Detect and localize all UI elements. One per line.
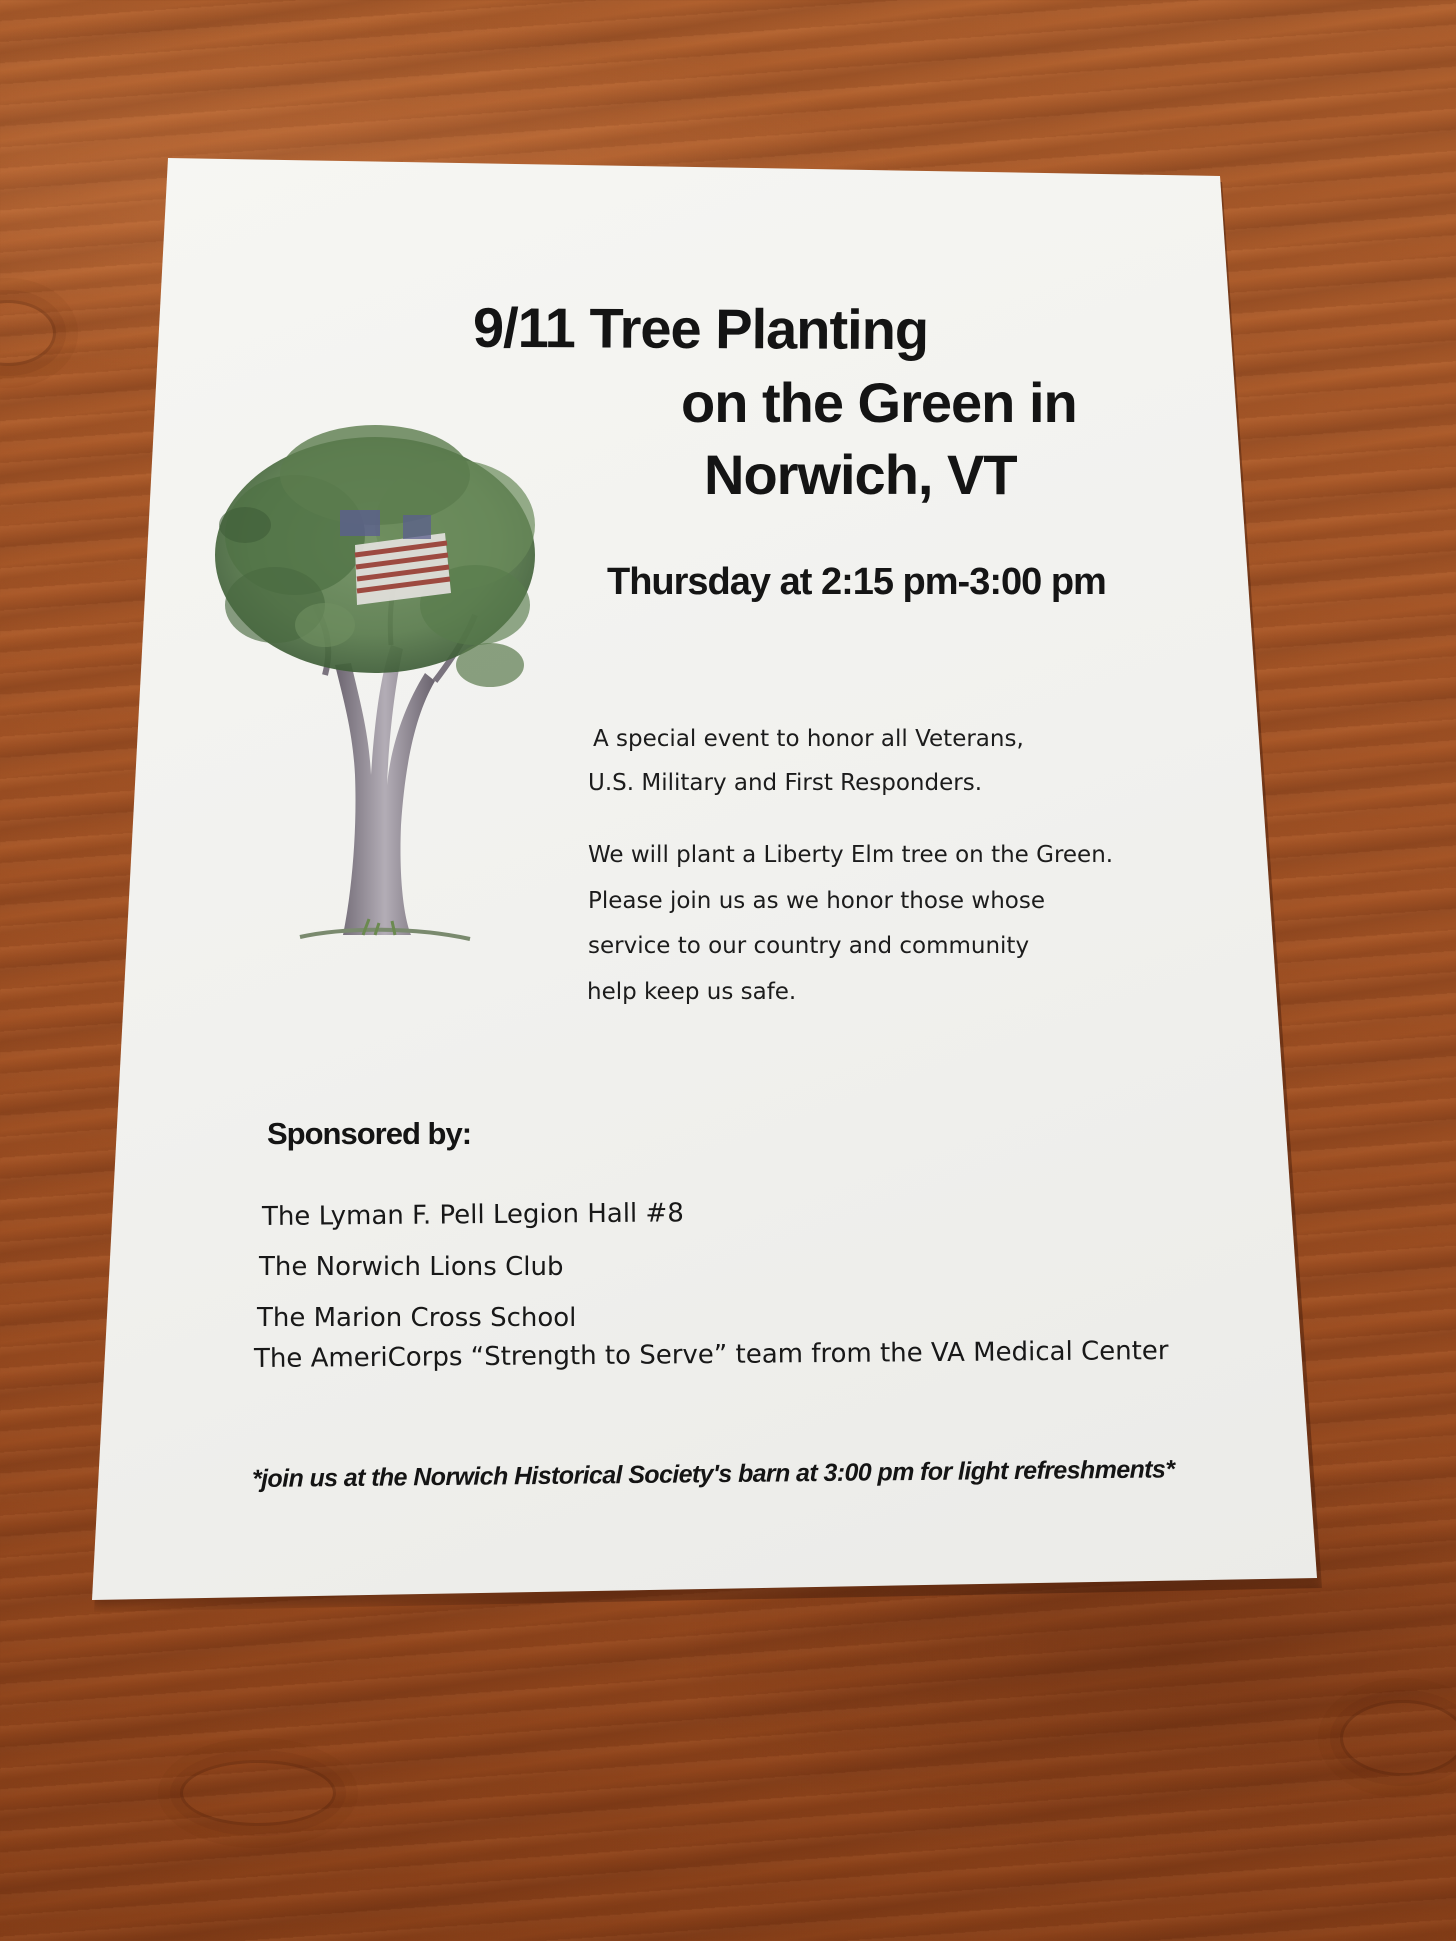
body-line-1: We will plant a Liberty Elm tree on the Green. [588, 842, 1114, 868]
sponsor-item: The Lyman F. Pell Legion Hall #8 [261, 1198, 684, 1232]
event-time: Thursday at 2:15 pm-3:00 pm [607, 561, 1106, 603]
intro-line-2: U.S. Military and First Responders. [588, 770, 982, 796]
wood-knot [1340, 1700, 1456, 1776]
flyer-title-line-3: Norwich, VT [704, 443, 1017, 506]
elm-tree-illustration [205, 415, 555, 945]
intro-line-1: A special event to honor all Veterans, [593, 726, 1024, 752]
body-line-2: Please join us as we honor those whose [588, 888, 1045, 914]
sponsor-item: The AmeriCorps “Strength to Serve” team from the VA Medical Center [253, 1336, 1169, 1374]
sponsor-item: The Marion Cross School [257, 1303, 577, 1333]
wood-knot [0, 300, 56, 366]
refreshments-note: *join us at the Norwich Historical Society's barn at 3:00 pm for light refreshments* [251, 1455, 1175, 1493]
wood-knot [180, 1760, 336, 1826]
flyer-title-line-2: on the Green in [681, 371, 1077, 434]
sponsored-heading: Sponsored by: [267, 1116, 472, 1151]
body-line-4: help keep us safe. [587, 979, 797, 1005]
sponsor-item: The Norwich Lions Club [259, 1252, 564, 1282]
body-line-3: service to our country and community [588, 933, 1030, 959]
flyer-title-line-1: 9/11 Tree Planting [472, 295, 929, 362]
